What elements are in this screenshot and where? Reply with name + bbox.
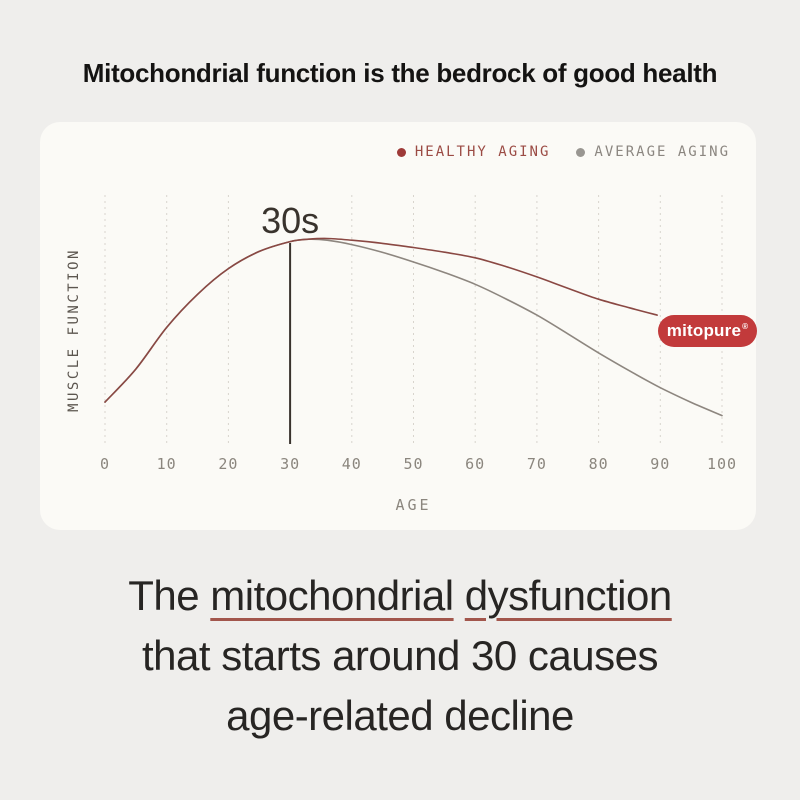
x-tick-label-40: 40 bbox=[341, 455, 362, 473]
x-tick-label-60: 60 bbox=[465, 455, 486, 473]
legend-label: HEALTHY AGING bbox=[414, 144, 551, 160]
x-tick-label-20: 20 bbox=[218, 455, 239, 473]
x-tick-label-0: 0 bbox=[99, 455, 111, 473]
x-tick-label-70: 70 bbox=[526, 455, 547, 473]
page-title: Mitochondrial function is the bedrock of good health bbox=[82, 58, 718, 88]
aging-line-chart bbox=[40, 122, 756, 530]
mitopure-badge: mitopure ® bbox=[658, 315, 757, 347]
mitopure-badge-label: mitopure bbox=[666, 321, 742, 340]
headline-underlined-word-1: mitochondrial bbox=[210, 572, 454, 619]
x-tick-label-80: 80 bbox=[588, 455, 609, 473]
series-curve-healthy-aging bbox=[105, 238, 657, 402]
x-tick-label-50: 50 bbox=[403, 455, 424, 473]
headline-line-2: that starts around 30 causes bbox=[142, 632, 658, 679]
x-tick-label-30: 30 bbox=[280, 455, 301, 473]
headline-line-1 bbox=[0, 566, 800, 626]
headline-line-3: age-related decline bbox=[226, 692, 574, 739]
headline-prefix: The bbox=[128, 572, 200, 619]
y-axis-label: MUSCLE FUNCTION bbox=[66, 248, 82, 412]
headline bbox=[0, 566, 800, 746]
headline-underlined-word-2: dysfunction bbox=[464, 572, 672, 619]
age-30-annotation-label: 30s bbox=[261, 200, 320, 241]
x-tick-label-10: 10 bbox=[156, 455, 177, 473]
legend-label: AVERAGE AGING bbox=[594, 144, 730, 160]
x-axis-label: AGE bbox=[395, 496, 432, 514]
x-tick-label-100: 100 bbox=[706, 455, 738, 473]
x-tick-label-90: 90 bbox=[650, 455, 671, 473]
chart-card bbox=[40, 122, 756, 530]
